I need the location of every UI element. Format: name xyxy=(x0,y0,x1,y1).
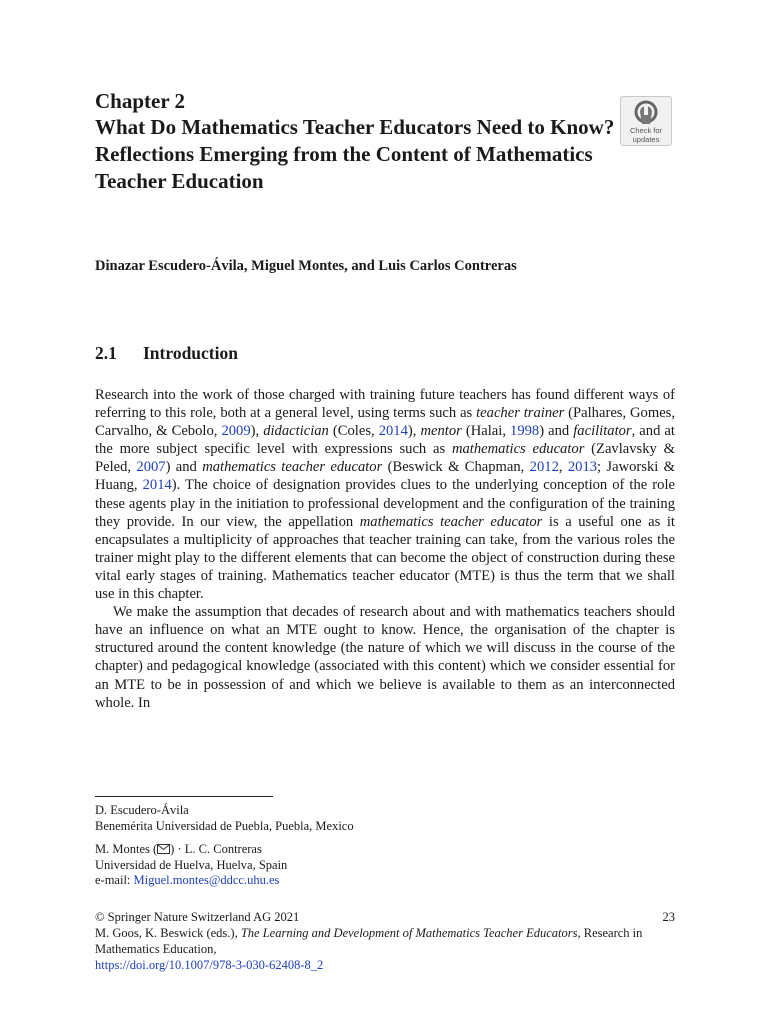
text-run: , xyxy=(558,459,568,476)
page xyxy=(95,0,675,1024)
text-run: (Palhares, Gomes, Carvalho, & Cebolo, xyxy=(95,405,675,440)
italic-term: teacher trainer xyxy=(476,405,565,422)
chapter-label: Chapter 2 xyxy=(95,89,186,113)
envelope-icon[interactable] xyxy=(157,844,170,854)
citation-line xyxy=(95,925,675,957)
book-editors: M. Goos, K. Beswick (eds.), xyxy=(95,926,241,940)
citation-link[interactable]: 2009 xyxy=(221,423,251,440)
author-3-name: · L. C. Contreras xyxy=(174,842,262,856)
text-run: ) and xyxy=(165,459,203,476)
section-heading xyxy=(95,343,238,364)
text-run: ), xyxy=(250,423,264,440)
copyright-block xyxy=(95,909,675,973)
book-series: , Research in Mathematics Education, xyxy=(95,926,643,956)
section-title: Introduction xyxy=(143,343,238,363)
italic-term: mentor xyxy=(420,423,462,440)
email-line xyxy=(95,873,287,889)
chapter-title: What Do Mathematics Teacher Educators Need to Know? Reflections Emerging from the Content of Mathematics Teacher Education xyxy=(95,115,615,193)
paragraph-2: We make the assumption that decades of research about and with mathematics teachers should have an influence on what an MTE ought to know. Hence, the organisation of the chapter is structured around the content knowledge (the nature of which we will discuss in the course of the chapter) and pedagogical knowledge (associated with this content) which we consider essential for an MTE to be in possession of and which we believe is available to them as an interconnected whole. In xyxy=(95,604,675,711)
body-text xyxy=(95,386,675,712)
affiliation-block-1 xyxy=(95,803,354,834)
text-run: ; Jaworski & Huang, xyxy=(95,459,675,494)
italic-term: mathematics educator xyxy=(451,441,585,458)
text-run: is a useful one as it encapsulates a multiplicity of approaches that teacher training can take, from the various roles the trainer might play to the different elements that can become the object of construction during these vital early stages of training. Mathematics teacher educator (MTE) is thus the term that we shall use in this chapter. xyxy=(95,513,675,603)
author-2-affiliation: Universidad de Huelva, Huelva, Spain xyxy=(95,857,288,872)
text-run: ). The choice of designation provides clues to the underlying conception of the role these agents play in the initiation to professional development and the configuration of the training they provide. In our view, the appellation xyxy=(95,477,675,530)
italic-term: facilitator xyxy=(573,423,632,440)
text-run: (Zavlavsky & Peled, xyxy=(95,441,675,476)
author-1-affiliation: Benemérita Universidad de Puebla, Puebla, Mexico xyxy=(95,818,354,833)
author-1-name: D. Escudero-Ávila xyxy=(95,803,189,817)
text-run: , and at the more subject specific level with expressions such as xyxy=(95,423,675,458)
citation-link[interactable]: 1998 xyxy=(510,423,540,440)
badge-text-2: updates xyxy=(632,135,660,144)
page-number: 23 xyxy=(662,910,675,924)
italic-term: mathematics teacher educator xyxy=(359,513,543,530)
citation-link[interactable]: 2012 xyxy=(529,459,559,476)
copyright-line: © Springer Nature Switzerland AG 2021 xyxy=(95,910,300,924)
citation-link[interactable]: 2014 xyxy=(378,423,408,440)
paragraph-1 xyxy=(95,386,675,603)
chapter-authors: Dinazar Escudero-Ávila, Miguel Montes, and Luis Carlos Contreras xyxy=(95,258,517,274)
text-run: (Halai, xyxy=(461,423,511,440)
affiliation-block-2 xyxy=(95,842,287,889)
text-run: ), xyxy=(407,423,421,440)
italic-term: mathematics teacher educator xyxy=(202,459,383,476)
citation-link[interactable]: 2007 xyxy=(136,459,166,476)
badge-text-1: Check for xyxy=(629,126,663,135)
book-title: The Learning and Development of Mathematics Teacher Educators xyxy=(240,926,578,940)
email-label: e-mail: xyxy=(95,873,134,887)
text-run: ) and xyxy=(539,423,574,440)
email-link[interactable]: Miguel.montes@ddcc.uhu.es xyxy=(133,873,280,887)
doi-link[interactable]: https://doi.org/10.1007/978-3-030-62408-8_2 xyxy=(95,958,324,972)
check-for-updates-icon xyxy=(632,100,660,126)
text-run: Research into the work of those charged with training future teachers has found different ways of referring to this role, both at a general level, using terms such as xyxy=(95,387,675,422)
author-2-line: M. Montes ( ) · L. C. Contreras xyxy=(95,842,262,856)
text-run: (Coles, xyxy=(328,423,379,440)
citation-link[interactable]: 2013 xyxy=(567,459,598,476)
footnote-rule xyxy=(95,796,273,797)
author-2-name: M. Montes xyxy=(95,842,150,856)
citation-link[interactable]: 2014 xyxy=(142,477,172,494)
italic-term: didactician xyxy=(263,423,329,440)
check-for-updates-badge[interactable] xyxy=(620,96,672,146)
section-number: 2.1 xyxy=(95,343,117,363)
text-run: (Beswick & Chapman, xyxy=(382,459,530,476)
